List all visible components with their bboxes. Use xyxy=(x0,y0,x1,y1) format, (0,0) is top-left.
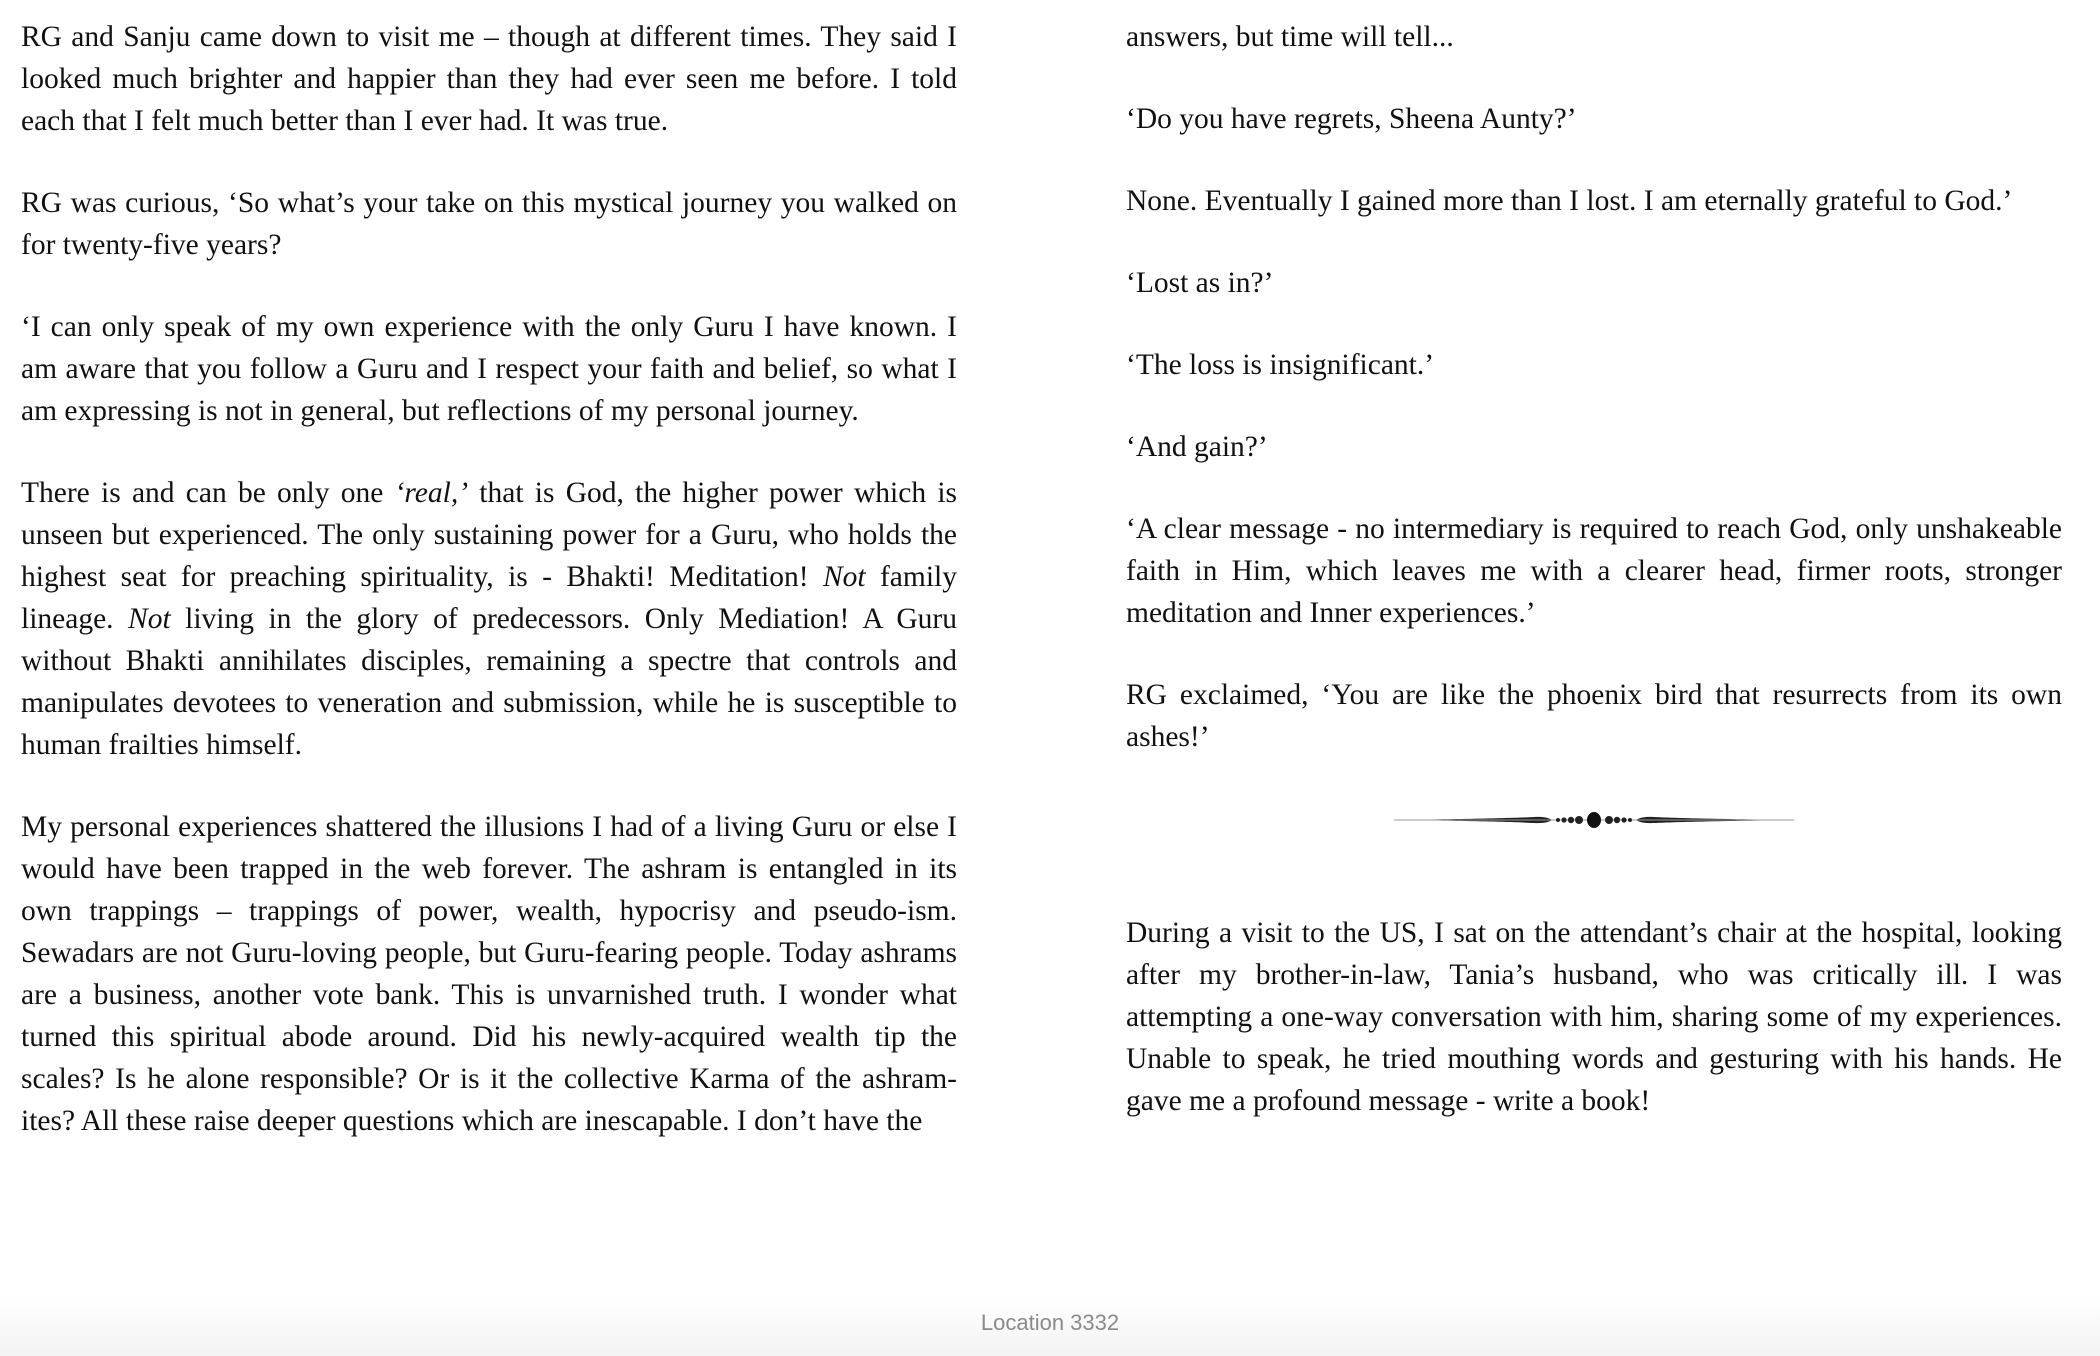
reader-footer xyxy=(0,1296,2100,1356)
paragraph: ‘The loss is insignificant.’ xyxy=(1126,349,1435,381)
text-run: family lineage. xyxy=(21,561,957,635)
paragraph: My personal experiences shattered the illusions I had of a living Guru or else I would have been trapped in the web forever. The ashram is entangled in its own trappings – trappings of power, wealth, hypocrisy and pseudo-ism. Sewadars are not Guru-loving people, but Guru-fearing people. Today ashrams are a business, another vote bank. This is unvarnished truth. I wonder what turned this spiritual abode around. Did his newly-acquired wealth tip the scales? Is he alone responsible? Or is it the collective Karma of the ashram-ites? All these raise deeper questions which are inescapable. I don’t have the xyxy=(21,811,957,1137)
paragraph: During a visit to the US, I sat on the attendant’s chair at the hospital, looking after my brother-in-law, Tania’s husband, who was critically ill. I was attempting a one-way conversation with him, sharing some of my experiences. Unable to speak, he tried mouthing words and gesturing with his hands. He gave me a profound message - write a book! xyxy=(1126,917,2062,1117)
paragraph: answers, but time will tell... xyxy=(1126,21,1454,53)
left-text-column xyxy=(21,16,957,1182)
italic-text: Not xyxy=(128,603,171,635)
paragraph: ‘I can only speak of my own experience with the only Guru I have known. I am aware that you follow a Guru and I respect your faith and belief, so what I am expressing is not in general, but reflections of my personal journey. xyxy=(21,311,957,427)
text-run: There is and can be only one xyxy=(21,477,395,509)
paragraph: RG and Sanju came down to visit me – though at different times. They said I looked much brighter and happier than they had ever seen me before. I told each that I felt much better than I ever had. It was true. xyxy=(21,21,957,137)
location-indicator[interactable]: Location 3332 xyxy=(980,1310,1120,1335)
paragraph: RG exclaimed, ‘You are like the phoenix bird that resurrects from its own ashes!’ xyxy=(1126,679,2062,753)
section-divider-flourish-icon xyxy=(1394,806,1794,834)
paragraph: ‘A clear message - no intermediary is required to reach God, only unshakeable faith in Him, which leaves me with a clearer head, firmer roots, stronger meditation and Inner experiences.’ xyxy=(1126,513,2062,629)
right-text-column xyxy=(1126,16,2062,1162)
text-run: that is God, the higher power which is unseen but experienced. The only sustaining power for a Guru, who holds the highest seat for preaching spirituality, is - Bhakti! Meditation! xyxy=(21,477,957,593)
text-run: living in the glory of predecessors. Only Mediation! A Guru without Bhakti annihilates disciples, remaining a spectre that controls and manipulates devotees to veneration and submission, while he is susceptible to human frailties himself. xyxy=(21,603,957,761)
paragraph: ‘Do you have regrets, Sheena Aunty?’ xyxy=(1126,103,1577,135)
paragraph: ‘Lost as in?’ xyxy=(1126,267,1274,299)
paragraph xyxy=(21,472,957,766)
paragraph: ‘And gain?’ xyxy=(1126,431,1268,463)
italic-text: Not xyxy=(822,561,866,593)
paragraph: None. Eventually I gained more than I lost. I am eternally grateful to God.’ xyxy=(1126,185,2013,217)
paragraph: RG was curious, ‘So what’s your take on this mystical journey you walked on for twenty-five years? xyxy=(21,187,957,261)
italic-text: ‘real,’ xyxy=(394,477,469,509)
